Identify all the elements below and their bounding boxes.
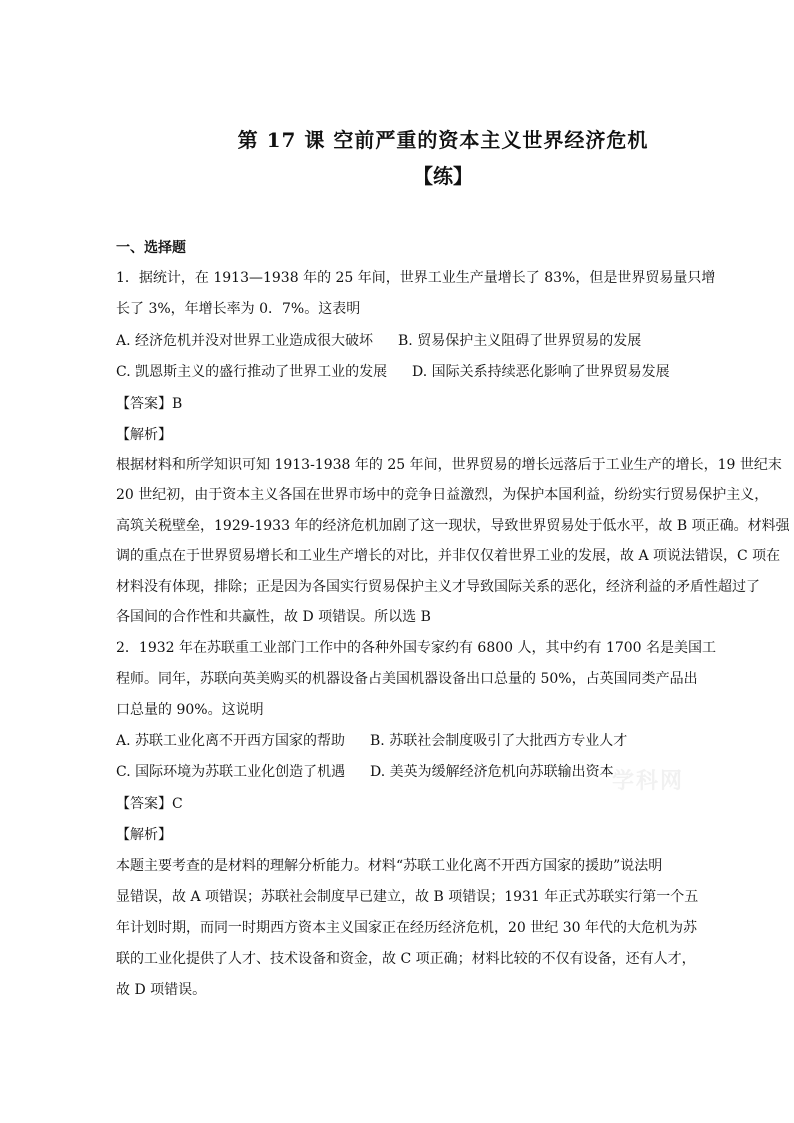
q2-analysis-line: 本题主要考查的是材料的理解分析能力。材料“苏联工业化离不开西方国家的援助”说法明	[116, 858, 663, 874]
q1-analysis-line: 调的重点在于世界贸易增长和工业生产增长的对比，并非仅仅着世界工业的发展，故 A 项说法错误，C 项在	[116, 548, 781, 564]
q1-option-d: D. 国际关系持续恶化影响了世界贸易发展	[412, 364, 670, 380]
q1-stem-line-1: 1．据统计，在 1913—1938 年的 25 年间，世界工业生产量增长了 83%，但是世界贸易量只增	[116, 270, 716, 286]
q2-option-a: A. 苏联工业化离不开西方国家的帮助	[116, 733, 346, 749]
q1-analysis-line: 高筑关税壁垒，1929-1933 年的经济危机加剧了这一现状，导致世界贸易处于低水平，故 B 项正确。材料强	[116, 518, 790, 534]
q2-stem-line-3: 口总量的 90%。这说明	[116, 702, 264, 718]
q1-stem-line-2: 长了 3%，年增长率为 0．7%。这表明	[116, 301, 361, 317]
q1-options-row-2	[116, 362, 670, 382]
q2-answer: 【答案】C	[116, 796, 183, 812]
section-heading: 一、选择题	[116, 240, 186, 256]
q2-option-d: D. 美英为缓解经济危机向苏联输出资本	[370, 764, 614, 780]
q2-option-b: B. 苏联社会制度吸引了大批西方专业人才	[370, 733, 628, 749]
q2-options-row-2	[116, 762, 614, 782]
q2-stem-line-2: 程师。同年，苏联向英美购买的机器设备占美国机器设备出口总量的 50%，占英国同类产品出	[116, 671, 698, 687]
q2-analysis-line: 联的工业化提供了人才、技术设备和资金，故 C 项正确；材料比较的不仅有设备，还有人才，	[116, 951, 696, 967]
q2-analysis-line: 显错误，故 A 项错误；苏联社会制度早已建立，故 B 项错误；1931 年正式苏联实行第一个五	[116, 889, 699, 905]
q1-analysis-line: 20 世纪初，由于资本主义各国在世界市场中的竞争日益激烈，为保护本国利益，纷纷实行贸易保护主义，	[116, 487, 769, 503]
q2-analysis-line: 故 D 项错误。	[116, 982, 207, 998]
page-title: 第 17 课 空前严重的资本主义世界经济危机	[237, 128, 649, 152]
q2-options-row-1	[116, 731, 628, 751]
q2-option-c: C. 国际环境为苏联工业化创造了机遇	[116, 764, 346, 780]
q1-option-b: B. 贸易保护主义阻碍了世界贸易的发展	[398, 333, 642, 349]
q1-analysis-line: 各国间的合作性和共赢性，故 D 项错误。所以选 B	[116, 609, 431, 625]
q1-analysis-line: 材料没有体现，排除；正是因为各国实行贸易保护主义才导致国际关系的恶化，经济利益的矛盾性超过了	[116, 579, 760, 595]
q1-answer: 【答案】B	[116, 396, 183, 412]
q1-analysis-label: 【解析】	[116, 427, 172, 443]
q1-options-row-1	[116, 331, 642, 351]
watermark: 学科网	[612, 768, 685, 794]
q2-analysis-line: 年计划时期，而同一时期西方资本主义国家正在经历经济危机，20 世纪 30 年代的大危机为苏	[116, 920, 697, 936]
q2-stem-line-1: 2．1932 年在苏联重工业部门工作中的各种外国专家约有 6800 人，其中约有 1700 名是美国工	[116, 640, 717, 656]
q1-analysis-line: 根据材料和所学知识可知 1913-1938 年的 25 年间，世界贸易的增长远落后于工业生产的增长，19 世纪末	[116, 457, 782, 473]
q2-analysis-label: 【解析】	[116, 827, 172, 843]
page-subtitle: 【练】	[413, 164, 473, 188]
q1-option-a: A. 经济危机并没对世界工业造成很大破坏	[116, 333, 374, 349]
q1-option-c: C. 凯恩斯主义的盛行推动了世界工业的发展	[116, 364, 388, 380]
